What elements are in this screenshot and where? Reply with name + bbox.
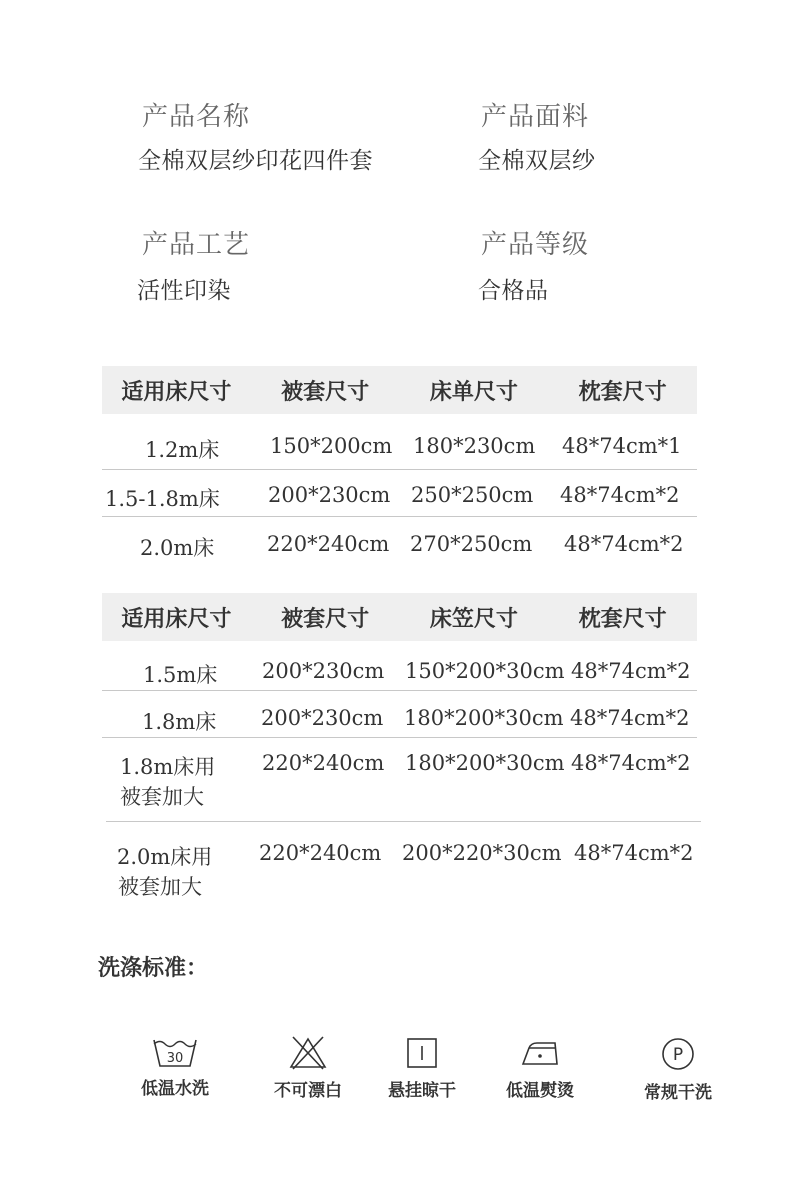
header-pillowcase-size: 枕套尺寸 [578,606,667,632]
low-iron-icon [519,1036,561,1070]
cell-fitted-sheet-size: 150*200*30cm [405,659,565,683]
cell-duvet-size: 200*230cm [261,706,384,730]
cell-sheet-size: 180*230cm [413,434,536,458]
cell-duvet-size: 200*230cm [268,483,391,507]
care-item-hang-dry [367,1036,477,1101]
cell-bed-size: 2.0m床用 [117,845,213,869]
cell-pillowcase-size: 48*74cm*2 [570,706,690,730]
svg-text:30: 30 [166,1051,184,1066]
product-craft-value: 活性印染 [137,278,231,304]
cell-pillowcase-size: 48*74cm*2 [571,751,691,775]
cell-bed-size: 1.8m床 [142,710,217,734]
header-duvet-size: 被套尺寸 [281,606,370,632]
care-label: 常规干洗 [644,1083,712,1103]
cell-bed-size: 1.5m床 [143,663,218,687]
cell-bed-size: 2.0m床 [140,536,215,560]
wash-30-icon [152,1036,198,1068]
cell-duvet-size: 220*240cm [262,751,385,775]
product-craft-label: 产品工艺 [142,230,251,260]
header-duvet-size: 被套尺寸 [281,379,370,405]
product-grade-label: 产品等级 [481,230,590,260]
care-item-dry-clean [623,1036,733,1103]
table-header [102,366,697,414]
cell-bed-size: 1.8m床用 [120,755,216,779]
dry-clean-p-icon [660,1036,696,1072]
svg-text:P: P [672,1045,684,1065]
cell-sheet-size: 250*250cm [411,483,534,507]
no-bleach-icon [288,1036,328,1070]
cell-bed-size-line2: 被套加大 [120,785,204,809]
cell-pillowcase-size: 48*74cm*2 [571,659,691,683]
table-header [102,593,697,641]
care-label: 低温熨烫 [506,1081,574,1101]
cell-duvet-size: 220*240cm [259,841,382,865]
care-item-wash [120,1036,230,1099]
product-name-label: 产品名称 [142,102,251,132]
cell-fitted-sheet-size: 200*220*30cm [402,841,562,865]
cell-pillowcase-size: 48*74cm*1 [562,434,682,458]
washing-title: 洗涤标准： [98,956,209,981]
cell-fitted-sheet-size: 180*200*30cm [405,751,565,775]
header-pillowcase-size: 枕套尺寸 [578,379,667,405]
row-divider [102,690,697,691]
hang-dry-icon [405,1036,439,1070]
care-label: 不可漂白 [274,1081,342,1101]
cell-duvet-size: 220*240cm [267,532,390,556]
cell-pillowcase-size: 48*74cm*2 [560,483,680,507]
cell-bed-size: 1.2m床 [145,438,220,462]
header-fitted-sheet-size: 床笠尺寸 [429,606,518,632]
cell-duvet-size: 200*230cm [262,659,385,683]
cell-duvet-size: 150*200cm [270,434,393,458]
header-bed-size: 适用床尺寸 [121,606,232,632]
product-grade-value: 合格品 [478,278,549,304]
cell-sheet-size: 270*250cm [410,532,533,556]
product-fabric-label: 产品面料 [481,102,590,132]
product-name-value: 全棉双层纱印花四件套 [138,148,373,174]
cell-bed-size: 1.5-1.8m床 [105,487,220,511]
cell-fitted-sheet-size: 180*200*30cm [404,706,564,730]
row-divider [102,737,697,738]
header-sheet-size: 床单尺寸 [429,379,518,405]
cell-bed-size-line2: 被套加大 [118,875,202,899]
care-label: 悬挂晾干 [388,1081,456,1101]
size-table-sheet [102,366,697,566]
cell-pillowcase-size: 48*74cm*2 [564,532,684,556]
header-bed-size: 适用床尺寸 [121,379,232,405]
size-table-fitted [102,593,697,903]
care-label: 低温水洗 [141,1079,209,1099]
care-item-no-bleach [253,1036,363,1101]
row-divider [102,469,697,470]
row-divider [102,516,697,517]
care-item-low-iron [485,1036,595,1101]
row-divider [106,821,701,822]
product-fabric-value: 全棉双层纱 [478,148,596,174]
cell-pillowcase-size: 48*74cm*2 [574,841,694,865]
